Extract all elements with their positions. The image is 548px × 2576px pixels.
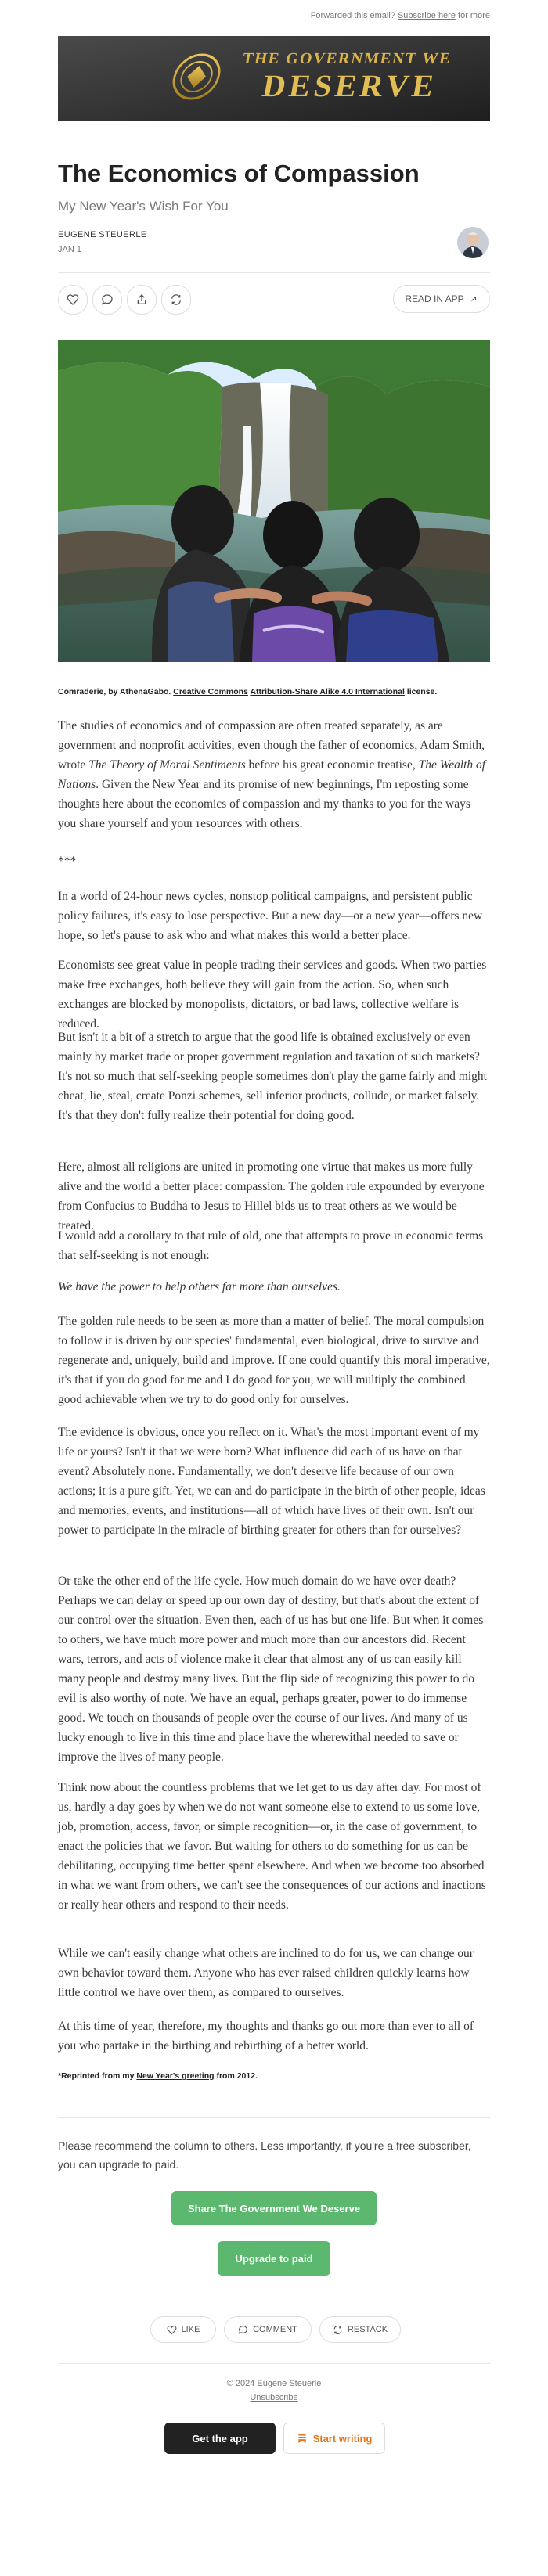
divider — [58, 272, 490, 273]
post-date: JAN 1 — [58, 245, 81, 254]
footer-like-button[interactable] — [150, 2316, 216, 2343]
reprint-note — [58, 2071, 258, 2081]
new-years-greeting-link[interactable]: New Year's greeting — [136, 2071, 215, 2081]
footer-comment-button[interactable] — [224, 2316, 312, 2343]
like-label: LIKE — [181, 2325, 200, 2334]
divider — [58, 2117, 490, 2118]
start-writing-button[interactable] — [283, 2423, 385, 2454]
substack-bookmark-icon — [297, 2433, 308, 2444]
footer-restack-button[interactable] — [319, 2316, 401, 2343]
paragraph: At this time of year, therefore, my thoughts and thanks go out more than ever to all of you who partake in the birthing and rebirthing of a better world. — [58, 2020, 474, 2053]
license-link[interactable]: Attribution-Share Alike 4.0 International — [250, 687, 405, 696]
restack-icon — [170, 293, 182, 306]
paragraph: Here, almost all religions are united in promoting one virtue that makes us more fully alive and the world a better place: compassion. The golden rule expounded by everyone from Confucius to Buddha to Jesus to Hillel bids us to treat others as we would be treated. — [58, 1160, 485, 1232]
restack-label: RESTACK — [347, 2325, 388, 2334]
comment-button[interactable] — [92, 285, 122, 315]
arrow-up-right-icon — [469, 294, 478, 304]
paragraph: The golden rule needs to be seen as more than a matter of belief. The moral compulsion to follow it is driven by our species' fundamental, even biological, drive to survive and regenerate and, uniquely, build and improve. If one could quantify this moral imperative, it's that if you do good for me and I do good for you, we will multiply the combined good achievable when we try to do good only for ourselves. — [58, 1315, 490, 1406]
paragraph: I would add a corollary to that rule of old, one that attempts to prove in economic terms that self-seeking is not enough: — [58, 1229, 484, 1262]
book-title-wealth: The Wealth of Nations — [58, 758, 486, 791]
paragraph-text: The studies of economics and of compassion are often treated separately, as are government and nonprofit activities, even though the father of economics, Adam Smith, wrote — [58, 719, 485, 772]
upgrade-to-paid-button[interactable]: Upgrade to paid — [218, 2241, 330, 2276]
section-separator: *** — [58, 854, 77, 868]
restack-icon — [333, 2325, 343, 2335]
read-in-app-button[interactable] — [393, 285, 490, 313]
copyright-text: © 2024 Eugene Steuerle — [226, 2379, 322, 2388]
heart-icon — [67, 293, 79, 306]
restack-button[interactable] — [161, 285, 191, 315]
caption-suffix: license. — [406, 687, 438, 696]
paragraph: While we can't easily change what others are inclined to do for us, we can change our own behavior toward them. Anyone who has ever raised children quickly learns how little control we have over them, as compared to ourselves. — [58, 1947, 474, 1999]
author-avatar[interactable] — [457, 227, 489, 258]
paragraph: In a world of 24-hour news cycles, nonstop political campaigns, and persistent public policy failures, it's easy to lose perspective. But a new day—or a new year—offers new hope, so let's pause to ask who and what makes this world a better place. — [58, 890, 483, 942]
share-publication-button[interactable]: Share The Government We Deserve — [171, 2191, 377, 2225]
creative-commons-link[interactable]: Creative Commons — [173, 687, 248, 696]
waterfall-friends-image — [58, 340, 490, 662]
paragraph: Or take the other end of the life cycle. How much domain do we have over death? Perhaps we can delay or speed up our own day of destiny, but that's about the extent of our control over the situation. Even then, each of us has but one life. But when it comes to others, we have much more power and much more than our ancestors did. Recent wars, terrors, and acts of violence make it clear that almost any of us can easily kill many people and destroy many lives. But the flip side of recognizing this power to do evil is also worthy of note. We have an equal, perhaps greater, power to do immense good. We touch on thousands of people over the course of our lives. And many of us lucky enough to live in this time and place have the wherewithal needed to save or improve the lives of many people. — [58, 1574, 484, 1764]
banner-title-line1: THE GOVERNMENT WE — [241, 50, 453, 67]
post-title[interactable]: The Economics of Compassion — [58, 160, 420, 187]
paragraph-text: . Given the New Year and its promise of new beginnings, I'm reposting some thoughts here about the economics of compassion and my thanks to you for the ways you share yourself and your resources with others. — [58, 778, 470, 830]
divider — [58, 2363, 490, 2364]
caption-prefix: Comraderie, by AthenaGabo. — [58, 687, 171, 696]
comment-icon — [101, 293, 114, 306]
paragraph: Think now about the countless problems that we let get to us day after day. For most of us, hardly a day goes by when we do not want someone else to extend to us some love, job, promotion, access, favor, or simple recognition—or, in the case of government, to enact the policies that we favor. But waiting for others to do something for us can be debilitating, occupying time better spent elsewhere. And when we become too absorbed in what we want from others, we can't see the consequences of our actions and inactions or really hear others and respond to their needs. — [58, 1781, 486, 1912]
get-the-app-button[interactable]: Get the app — [164, 2423, 276, 2454]
author-name[interactable]: EUGENE STEUERLE — [58, 230, 147, 239]
read-in-app-label: READ IN APP — [405, 293, 464, 304]
paragraph-emphasis: We have the power to help others far more than ourselves. — [58, 1280, 341, 1293]
post-subtitle: My New Year's Wish For You — [58, 199, 229, 214]
paragraph-intro — [58, 716, 490, 833]
share-button[interactable] — [127, 285, 157, 315]
share-icon — [135, 293, 148, 306]
subscribe-suffix: for more — [458, 11, 490, 20]
paragraph: The evidence is obvious, once you reflect on it. What's the most important event of my life or yours? Isn't it that we were born? What influence did each of us have on that event? Absolutely none. Fundamentally, we don't deserve life because of our own actions; it is a pure gift. Yet, we can and do participate in the birth of other people, ideas and memories, events, and institutions—all of which have lives of their own. Isn't our power to participate in the miracle of birthing greater for others than for ourselves? — [58, 1426, 485, 1537]
post-photo[interactable] — [58, 340, 490, 662]
avatar-portrait-icon — [457, 227, 489, 258]
forward-notice — [311, 11, 490, 20]
paragraph: But isn't it a bit of a stretch to argue that the good life is obtained exclusively or even mainly by market trade or proper government regulation and taxation of such markets? It's not so much that self-seeking people sometimes don't play the game fairly and might cheat, lie, steal, create Ponzi schemes, sell inferior products, collude, or market falsely. It's that they don't fully realize their potential for doing good. — [58, 1031, 487, 1122]
note-suffix: from 2012. — [216, 2071, 258, 2081]
comment-label: COMMENT — [253, 2325, 297, 2334]
start-writing-label: Start writing — [312, 2432, 373, 2445]
book-title-theory: The Theory of Moral Sentiments — [88, 758, 246, 772]
unsubscribe-link[interactable]: Unsubscribe — [250, 2393, 298, 2402]
like-button[interactable] — [58, 285, 88, 315]
comment-icon — [238, 2325, 248, 2335]
publication-banner[interactable] — [58, 36, 490, 121]
photo-caption — [58, 687, 437, 696]
recommend-text: Please recommend the column to others. Less importantly, if you're a free subscriber, you can upgrade to paid. — [58, 2139, 471, 2171]
heart-icon — [167, 2325, 177, 2335]
banner-title-line2: DESERVE — [260, 68, 441, 103]
subscribe-link[interactable]: Subscribe here — [397, 11, 456, 20]
paragraph: Economists see great value in people trading their services and goods. When two parties make free exchanges, both believe they will gain from the action. So, when such exchanges are blocked by monopolists, dictators, or bad laws, collective welfare is reduced. — [58, 959, 487, 1031]
paragraph-text: before his great economic treatise, — [245, 758, 419, 772]
forwarded-text: Forwarded this email? — [310, 11, 395, 20]
note-prefix: *Reprinted from my — [58, 2071, 135, 2081]
